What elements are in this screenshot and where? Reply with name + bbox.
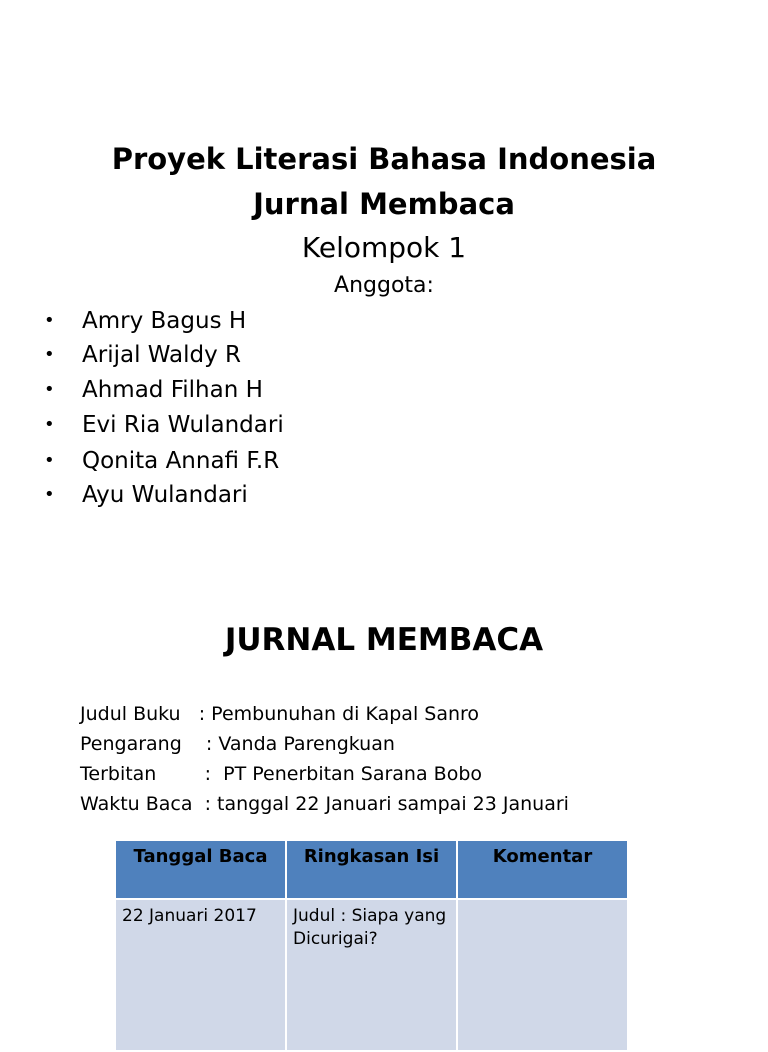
book-title-row: Judul Buku : Pembunuhan di Kapal Sanro: [80, 703, 480, 725]
list-item: [0, 338, 400, 372]
group-name: Kelompok 1: [301, 231, 467, 264]
table-header-row: [115, 840, 628, 899]
bullet-icon: •: [44, 414, 55, 435]
cell-summary: Judul : Siapa yang Dicurigai?: [286, 899, 457, 1051]
member-name: Qonita Annafi F.R: [82, 448, 280, 474]
member-name: Arijal Waldy R: [82, 342, 242, 368]
cover-subtitle: Jurnal Membaca: [253, 187, 515, 221]
book-info: [80, 699, 569, 819]
member-name: Ayu Wulandari: [82, 482, 248, 508]
journal-table: [114, 839, 629, 1052]
bullet-icon: •: [44, 379, 55, 400]
member-name: Evi Ria Wulandari: [82, 412, 284, 438]
member-name: Ahmad Filhan H: [82, 377, 263, 403]
bullet-icon: •: [44, 484, 55, 505]
cell-date: 22 Januari 2017: [115, 899, 286, 1051]
reading-time-row: Waktu Baca : tanggal 22 Januari sampai 23 Januari: [80, 793, 569, 815]
column-header-comment: Komentar: [457, 840, 628, 899]
list-item: [0, 304, 400, 338]
bullet-icon: •: [44, 450, 55, 471]
author-row: Pengarang : Vanda Parengkuan: [80, 733, 395, 755]
cell-comment: [457, 899, 628, 1051]
table-row: [115, 899, 628, 1051]
publisher-row: Terbitan : PT Penerbitan Sarana Bobo: [80, 763, 483, 785]
bullet-icon: •: [44, 344, 55, 365]
list-item: [0, 478, 400, 512]
list-item: [0, 408, 400, 442]
cover-title: Proyek Literasi Bahasa Indonesia: [111, 142, 657, 176]
journal-heading: JURNAL MEMBACA: [224, 622, 544, 658]
list-item: [0, 373, 400, 407]
member-name: Amry Bagus H: [82, 308, 247, 334]
members-label: Anggota:: [334, 273, 434, 298]
bullet-icon: •: [44, 310, 55, 331]
column-header-date: Tanggal Baca: [115, 840, 286, 899]
column-header-summary: Ringkasan Isi: [286, 840, 457, 899]
list-item: [0, 444, 400, 478]
